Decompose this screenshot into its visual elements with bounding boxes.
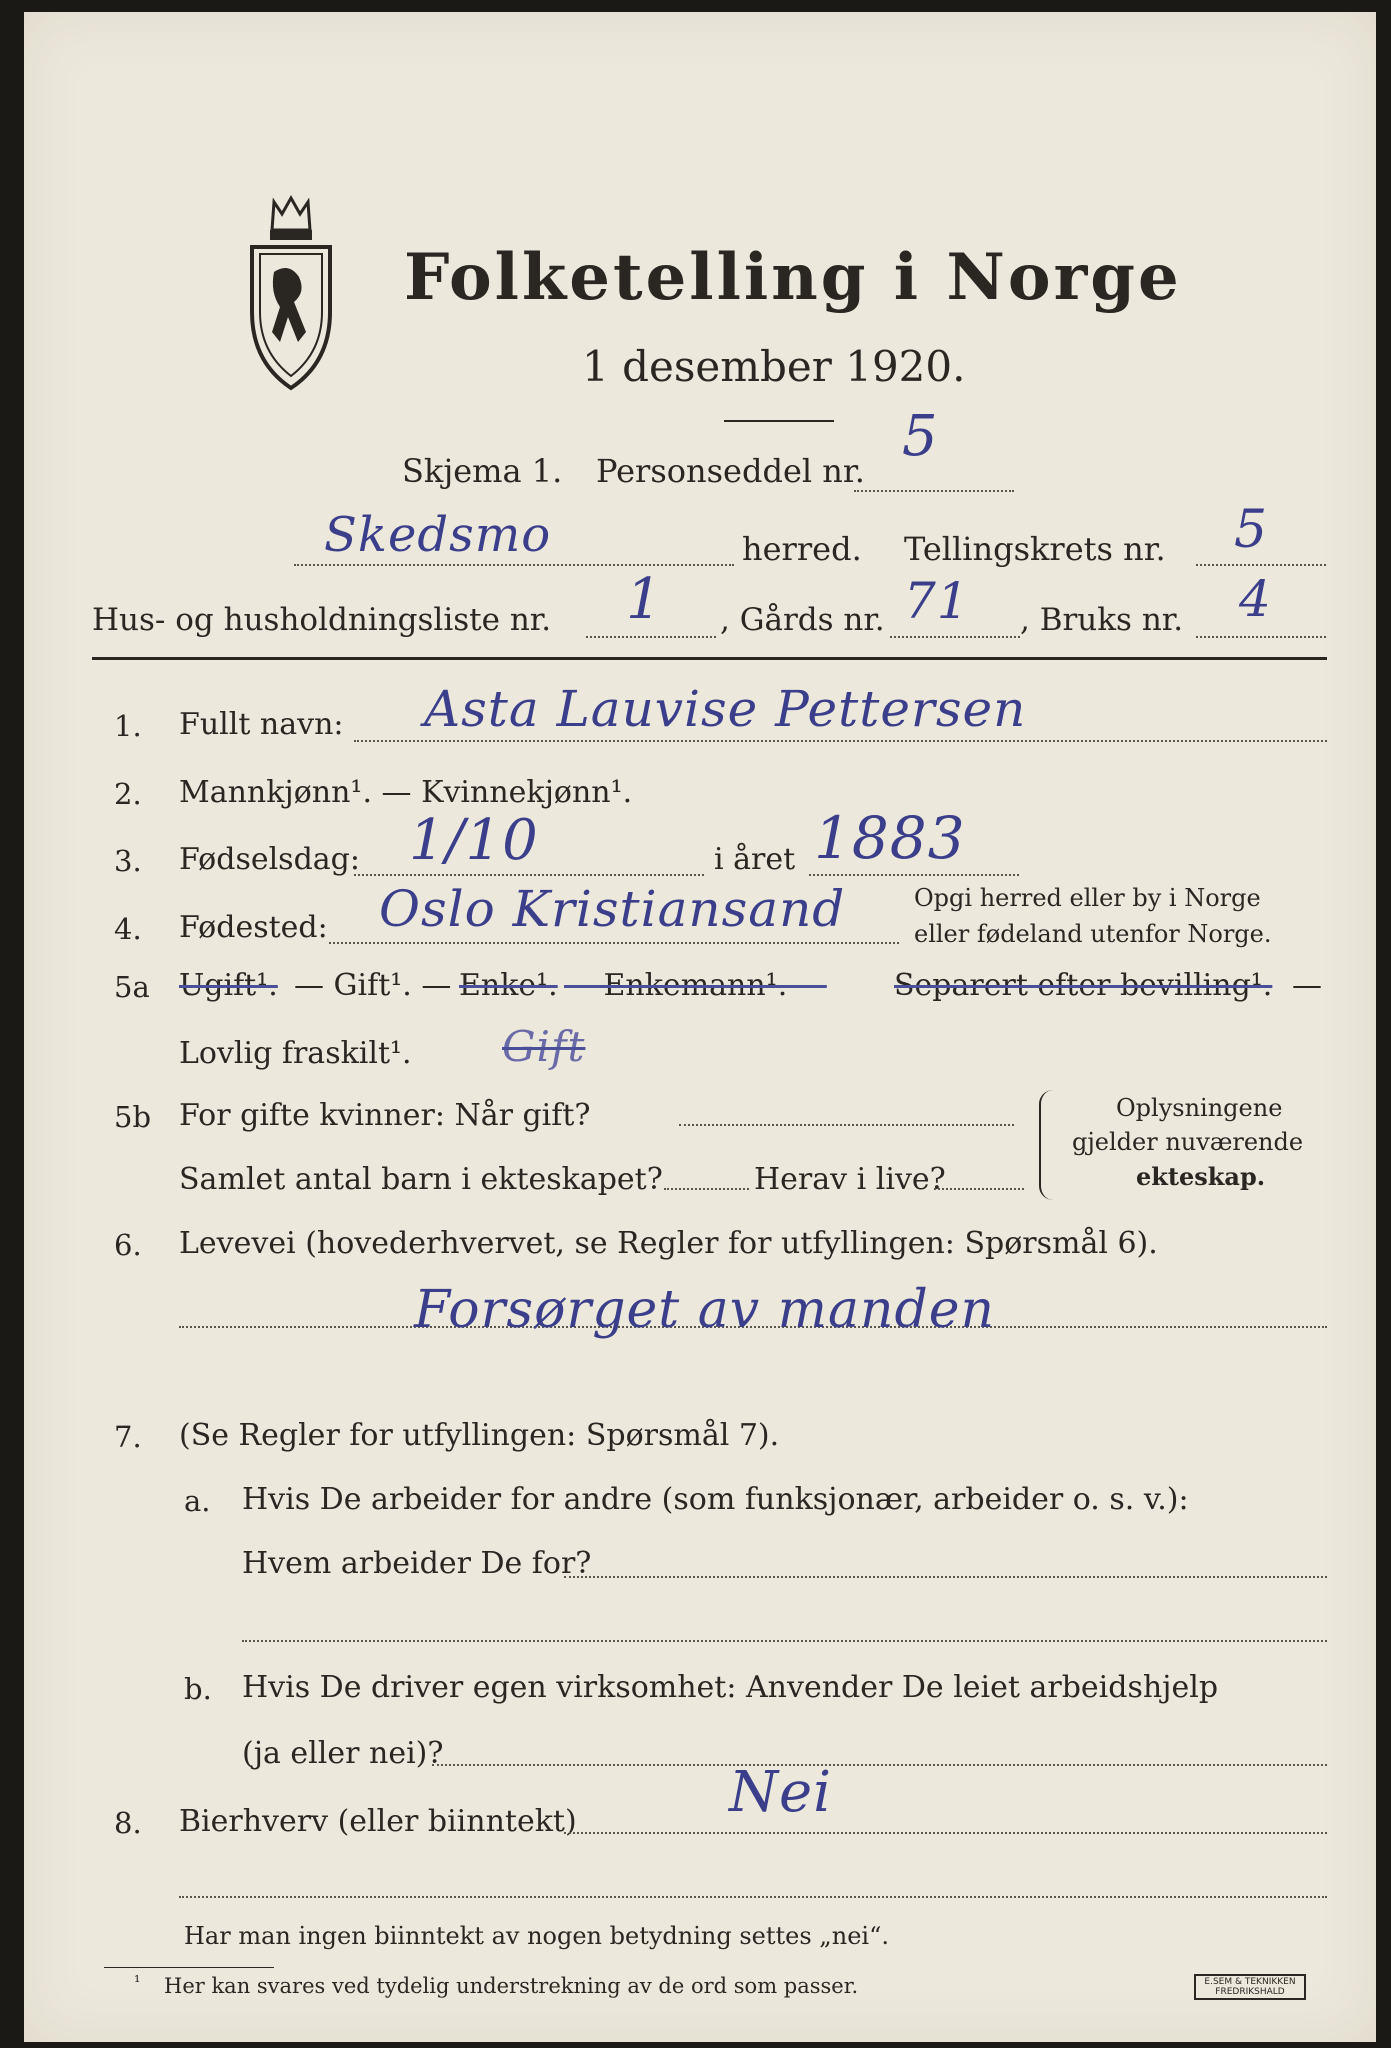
q1-label: Fullt navn: [179,707,344,742]
herred-value[interactable]: Skedsmo [324,507,552,563]
census-form [24,12,1376,2042]
birthplace-note-2: eller fødeland utenfor Norge. [914,920,1272,948]
q7a-letter: a. [184,1484,211,1518]
birthplace-note-1: Opgi herred eller by i Norge [914,884,1261,912]
employer-label: Hvem arbeider De for? [242,1546,592,1581]
gender-options: Mannkjønn¹. — Kvinnekjønn¹. [179,775,633,810]
birthdate-value[interactable]: 1/10 [409,808,539,873]
birth-year-label: i året [714,842,796,877]
census-date: 1 desember 1920. [582,342,966,391]
q6-number: 6. [114,1228,142,1262]
marriage-note-1: Oplysningene [1116,1094,1283,1122]
tellingskrets-value[interactable]: 5 [1234,500,1269,560]
header-rule [92,657,1327,660]
tellingskrets-label: Tellingskrets nr. [904,530,1166,568]
status-dash: — [1292,968,1322,1003]
marriage-note-3: ekteskap. [1136,1162,1266,1191]
personseddel-value[interactable]: 5 [902,404,939,469]
q2-number: 2. [114,777,142,811]
form-title: Folketelling i Norge [404,240,1182,315]
q1-number: 1. [114,709,142,743]
printer-stamp: E.SEM & TEKNIKKEN FREDRIKSHALD [1194,1974,1306,2000]
children-alive-label: Herav i live? [754,1162,946,1197]
birthplace-value[interactable]: Oslo Kristiansand [379,880,846,938]
footnote-rule [104,1967,274,1968]
q4-number: 4. [114,912,142,946]
title-divider [724,420,834,422]
birthplace-label: Fødested: [179,910,328,945]
status-ugift: Ugift¹. [179,968,278,1003]
occupation-value[interactable]: Forsørget av manden [414,1280,995,1340]
birthdate-label: Fødselsdag: [179,842,360,877]
herred-label: herred. [742,530,862,568]
marriage-note-2: gjelder nuværende [1072,1128,1304,1156]
norway-coat-of-arms-icon [244,192,339,392]
status-gift: — Gift¹. — [294,968,452,1003]
birth-year-value[interactable]: 1883 [814,804,966,872]
side-income-value[interactable]: Nei [729,1760,833,1825]
marital-status-value[interactable]: Gift [502,1022,586,1071]
footnote-marker: ¹ [134,1972,141,1991]
married-when-label: For gifte kvinner: Når gift? [179,1098,591,1133]
q7b-label: Hvis De driver egen virksomhet: Anvender De leiet arbeidshjelp [242,1670,1219,1705]
husholdningsliste-label: Hus- og husholdningsliste nr. [92,602,552,638]
side-income-note: Har man ingen biinntekt av nogen betydning settes „nei“. [184,1922,889,1950]
q7-label: (Se Regler for utfyllingen: Spørsmål 7). [179,1418,780,1453]
q7-number: 7. [114,1420,142,1454]
side-income-label: Bierhverv (eller biinntekt) [179,1804,577,1839]
q5a-number: 5a [114,970,150,1004]
q7a-label: Hvis De arbeider for andre (som funksjonær, arbeider o. s. v.): [242,1482,1189,1517]
status-enke: Enke¹. [459,968,558,1003]
skjema-label: Skjema 1. [402,452,563,490]
status-separert: Separert efter bevilling¹. [894,968,1273,1003]
bruks-value[interactable]: 4 [1239,570,1272,628]
q5b-number: 5b [114,1100,152,1134]
q3-number: 3. [114,844,142,878]
full-name-value[interactable]: Asta Lauvise Pettersen [424,680,1027,738]
footnote-text: Her kan svares ved tydelig understrekning av de ord som passer. [164,1974,859,1998]
status-lovlig-fraskilt: Lovlig fraskilt¹. [179,1036,412,1071]
gards-label: , Gårds nr. [720,602,885,638]
q8-number: 8. [114,1806,142,1840]
hired-help-label: (ja eller nei)? [242,1736,444,1771]
bruks-label: , Bruks nr. [1020,602,1184,638]
gards-value[interactable]: 71 [904,572,970,630]
children-count-label: Samlet antal barn i ekteskapet? [179,1162,663,1197]
personseddel-label: Personseddel nr. [596,452,865,490]
occupation-label: Levevei (hovederhvervet, se Regler for utfyllingen: Spørsmål 6). [179,1226,1158,1261]
status-enkemann: — Enkemann¹. — [564,968,827,1003]
husholdningsliste-value[interactable]: 1 [626,567,663,632]
q7b-letter: b. [184,1672,212,1706]
